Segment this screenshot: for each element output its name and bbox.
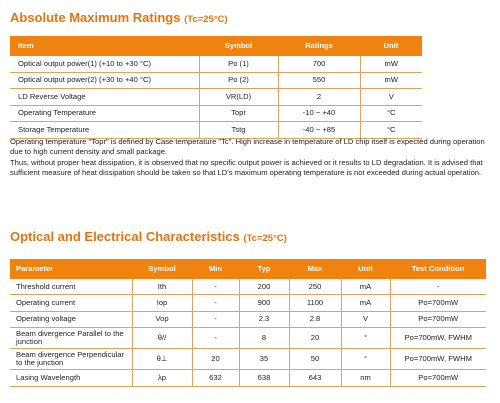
cell-unit: °C	[360, 105, 422, 122]
col-header-unit: Unit	[360, 36, 422, 56]
cell-unit: V	[341, 311, 390, 327]
col-header-item: Item	[10, 36, 199, 56]
note-paragraph-2: Thus, without proper heat dissipation, it is observed that no specific output power is achieved or it results to LD degradation. It is advised that sufficient measure of heat dissipation should be taken so that LD's maximum operating temperature is not exceeded during actual operation.	[10, 157, 483, 178]
cell-unit: °	[341, 328, 390, 349]
cell-typ: 35	[239, 349, 289, 370]
table-row	[10, 328, 486, 349]
cell-symbol: Topr	[199, 105, 278, 122]
cell-max: 50	[289, 349, 341, 370]
col-header-test-condition: Test Condition	[390, 259, 486, 279]
cell-typ: 2.3	[239, 311, 289, 327]
table-row	[10, 89, 422, 106]
cell-condition: -	[390, 279, 486, 295]
cell-item: Optical output power(1) (+10 to +30 °C)	[10, 56, 199, 72]
optical-electrical-table	[10, 259, 486, 387]
col-header-symbol: Symbol	[199, 36, 278, 56]
table-row	[10, 56, 422, 72]
cell-min: -	[192, 295, 239, 311]
cell-symbol: Vop	[132, 311, 192, 327]
section2-title-text: Optical and Electrical Characteristics	[10, 229, 240, 244]
cell-typ: 200	[239, 279, 289, 295]
cell-max: 1100	[289, 295, 341, 311]
cell-condition: Po=700mW, FWHM	[390, 349, 486, 370]
section2-title-sub: (Tc=25°C)	[243, 233, 287, 244]
col-header-typ: Typ	[239, 259, 289, 279]
absolute-max-ratings-title	[10, 10, 228, 25]
section1-title-text: Absolute Maximum Ratings	[10, 10, 181, 25]
col-header-parameter: Parameter	[10, 259, 132, 279]
cell-symbol: Po (2)	[199, 72, 278, 89]
cell-typ: 638	[239, 370, 289, 386]
cell-parameter: Beam divergence Parallel to the junction	[10, 328, 132, 349]
note-paragraph-1: Operating temperature "Topr" is defined by Case temperature "Tc". High increase in temperature of LD chip itself is expected during operation due to high current density and small package.	[10, 137, 485, 157]
cell-max: 643	[289, 370, 341, 386]
col-header-symbol: Symbol	[132, 259, 192, 279]
cell-min: 20	[192, 349, 239, 370]
cell-item: Storage Temperature	[10, 122, 199, 139]
cell-condition: Po=700mW	[390, 311, 486, 327]
table-row	[10, 349, 486, 370]
cell-max: 250	[289, 279, 341, 295]
cell-max: 20	[289, 328, 341, 349]
cell-unit: °	[341, 349, 390, 370]
cell-min: -	[192, 279, 239, 295]
col-header-unit: Unit	[341, 259, 390, 279]
table-row	[10, 295, 486, 311]
table-header-row	[10, 259, 486, 279]
cell-rating: 550	[278, 72, 360, 89]
table-row	[10, 72, 422, 89]
cell-max: 2.8	[289, 311, 341, 327]
cell-parameter: Beam divergence Perpendicular to the junction	[10, 349, 132, 370]
cell-symbol: Tstg	[199, 122, 278, 139]
cell-parameter: Lasing Wavelength	[10, 370, 132, 386]
cell-item: Operating Temperature	[10, 105, 199, 122]
col-header-max: Max	[289, 259, 341, 279]
cell-condition: Po=700mW	[390, 295, 486, 311]
cell-item: Optical output power(2) (+30 to +40 °C)	[10, 72, 199, 89]
col-header-min: Min	[192, 259, 239, 279]
cell-min: -	[192, 311, 239, 327]
cell-parameter: Operating current	[10, 295, 132, 311]
cell-rating: 2	[278, 89, 360, 106]
cell-condition: Po=700mW	[390, 370, 486, 386]
table-row	[10, 370, 486, 386]
cell-min: -	[192, 328, 239, 349]
cell-unit: nm	[341, 370, 390, 386]
cell-unit: mA	[341, 279, 390, 295]
table-row	[10, 122, 422, 139]
table-row	[10, 279, 486, 295]
cell-symbol: θ⊥	[132, 349, 192, 370]
cell-unit: °C	[360, 122, 422, 139]
cell-typ: 900	[239, 295, 289, 311]
cell-rating: -40 ~ +85	[278, 122, 360, 139]
cell-symbol: Iop	[132, 295, 192, 311]
section1-title-sub: (Tc=25°C)	[184, 14, 228, 25]
heat-dissipation-note	[10, 137, 490, 179]
cell-parameter: Operating voltage	[10, 311, 132, 327]
cell-min: 632	[192, 370, 239, 386]
table-row	[10, 311, 486, 327]
absolute-max-ratings-table	[10, 36, 422, 139]
cell-symbol: θ//	[132, 328, 192, 349]
col-header-ratings: Ratings	[278, 36, 360, 56]
cell-symbol: Po (1)	[199, 56, 278, 72]
cell-typ: 8	[239, 328, 289, 349]
table-header-row	[10, 36, 422, 56]
cell-unit: mA	[341, 295, 390, 311]
cell-item: LD Reverse Voltage	[10, 89, 199, 106]
cell-symbol: Ith	[132, 279, 192, 295]
cell-parameter: Threshold current	[10, 279, 132, 295]
cell-unit: V	[360, 89, 422, 106]
cell-rating: 700	[278, 56, 360, 72]
cell-unit: mW	[360, 56, 422, 72]
cell-symbol: λp	[132, 370, 192, 386]
optical-electrical-title	[10, 229, 287, 244]
cell-unit: mW	[360, 72, 422, 89]
table-row	[10, 105, 422, 122]
cell-condition: Po=700mW, FWHM	[390, 328, 486, 349]
cell-rating: -10 ~ +40	[278, 105, 360, 122]
cell-symbol: VR(LD)	[199, 89, 278, 106]
